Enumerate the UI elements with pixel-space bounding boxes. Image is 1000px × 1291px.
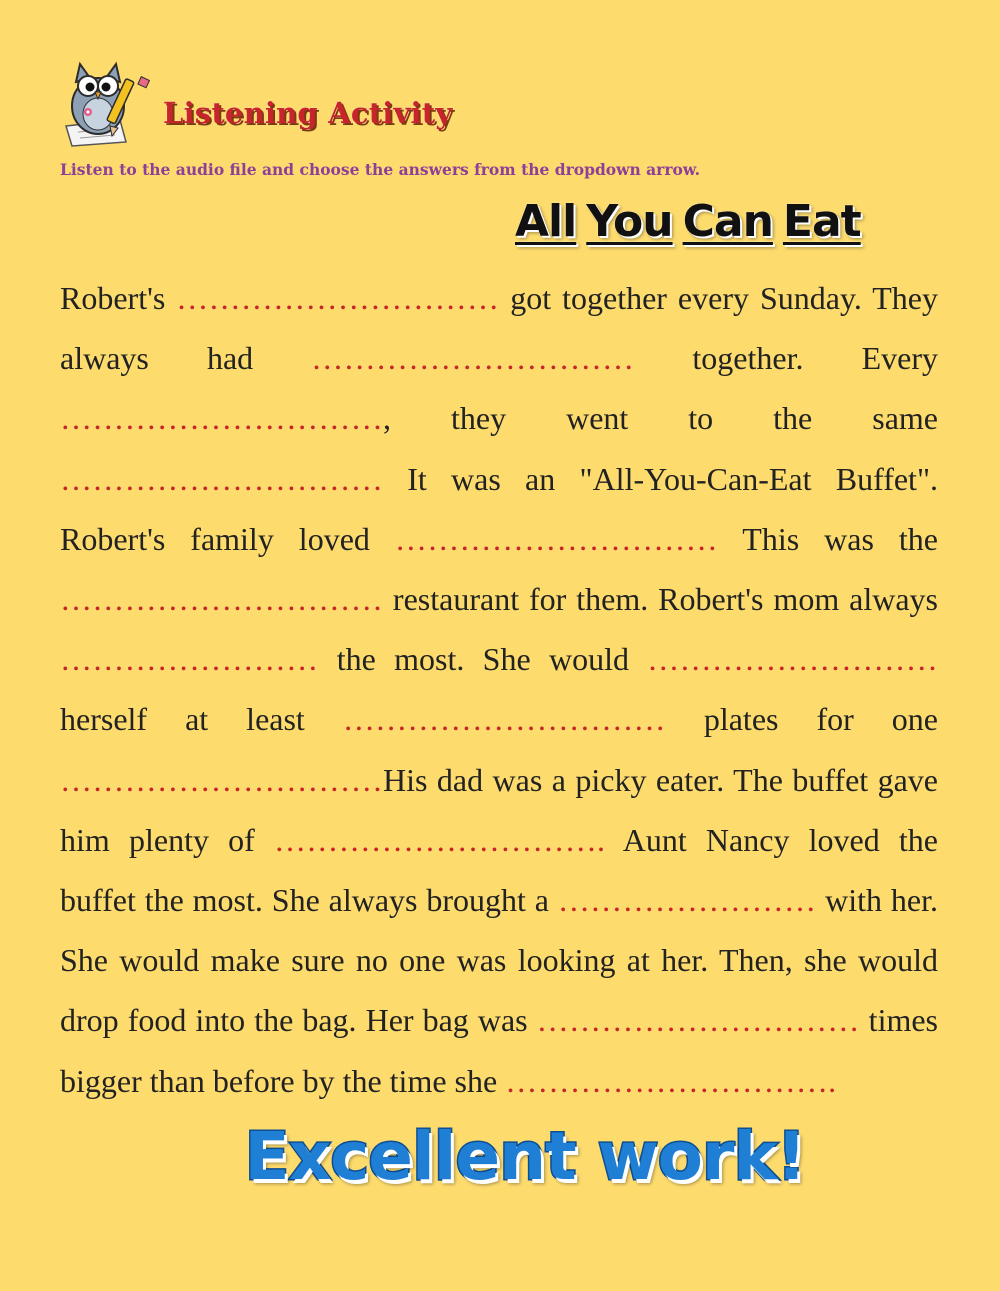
answer-dropdown-blank[interactable]: ………………………… bbox=[60, 400, 383, 437]
excellent-work-message: Excellent work! bbox=[244, 1118, 806, 1195]
story-passage bbox=[60, 268, 938, 1111]
passage-text: restaurant for them. Robert's mom always bbox=[383, 581, 938, 618]
answer-dropdown-blank[interactable]: …………………………. bbox=[274, 821, 606, 858]
story-title bbox=[515, 196, 915, 247]
story-title-word: All bbox=[515, 196, 577, 247]
passage-text: times bigger than before by the time she bbox=[60, 1002, 939, 1099]
answer-dropdown-blank[interactable]: …………………………. bbox=[505, 1062, 837, 1099]
story-title-word: You bbox=[586, 196, 673, 247]
answer-dropdown-blank[interactable]: ………………………… bbox=[394, 520, 718, 557]
passage-text: got together every Sunday. They always had bbox=[60, 280, 939, 377]
passage-text: herself at least bbox=[60, 701, 343, 738]
passage-text: This was the bbox=[717, 520, 939, 557]
answer-dropdown-blank[interactable]: ………………………… bbox=[176, 280, 500, 316]
passage-text: together. Every bbox=[634, 340, 939, 377]
answer-dropdown-blank[interactable]: ………………………… bbox=[60, 460, 383, 497]
instruction-text: Listen to the audio file and choose the answers from the dropdown arrow. bbox=[60, 160, 701, 179]
answer-dropdown-blank[interactable]: ………………………… bbox=[536, 1002, 860, 1039]
passage-text: with her. She would make sure no one was looking at her. Then, she would drop food into the bag. Her bag was bbox=[60, 882, 939, 1039]
passage-text: It was an "All-You-Can-Eat Buffet". Robert's family loved bbox=[60, 460, 938, 557]
passage-text: His dad was a picky eater. The buffet gave him plenty of bbox=[60, 761, 938, 858]
owl-with-pencil-icon bbox=[60, 56, 152, 148]
answer-dropdown-blank[interactable]: ………………………… bbox=[342, 701, 666, 738]
answer-dropdown-blank[interactable]: ……………………… bbox=[647, 641, 938, 678]
passage-text: , they went to the same bbox=[383, 400, 938, 437]
story-title-word: Eat bbox=[782, 196, 861, 247]
passage-text: Aunt Nancy loved the buffet the most. She always brought a bbox=[60, 821, 939, 919]
answer-dropdown-blank[interactable]: ………………………… bbox=[311, 340, 635, 377]
passage-text: the most. She would bbox=[318, 641, 648, 678]
answer-dropdown-blank[interactable]: …………………… bbox=[557, 882, 817, 919]
passage-text: Robert's bbox=[60, 280, 177, 316]
activity-title: Listening Activity bbox=[163, 96, 453, 130]
story-title-word: Can bbox=[682, 196, 773, 247]
passage-text: plates for one bbox=[665, 701, 939, 738]
answer-dropdown-blank[interactable]: …………………… bbox=[60, 641, 319, 678]
answer-dropdown-blank[interactable]: ………………………… bbox=[60, 761, 383, 798]
answer-dropdown-blank[interactable]: ………………………… bbox=[60, 581, 383, 618]
